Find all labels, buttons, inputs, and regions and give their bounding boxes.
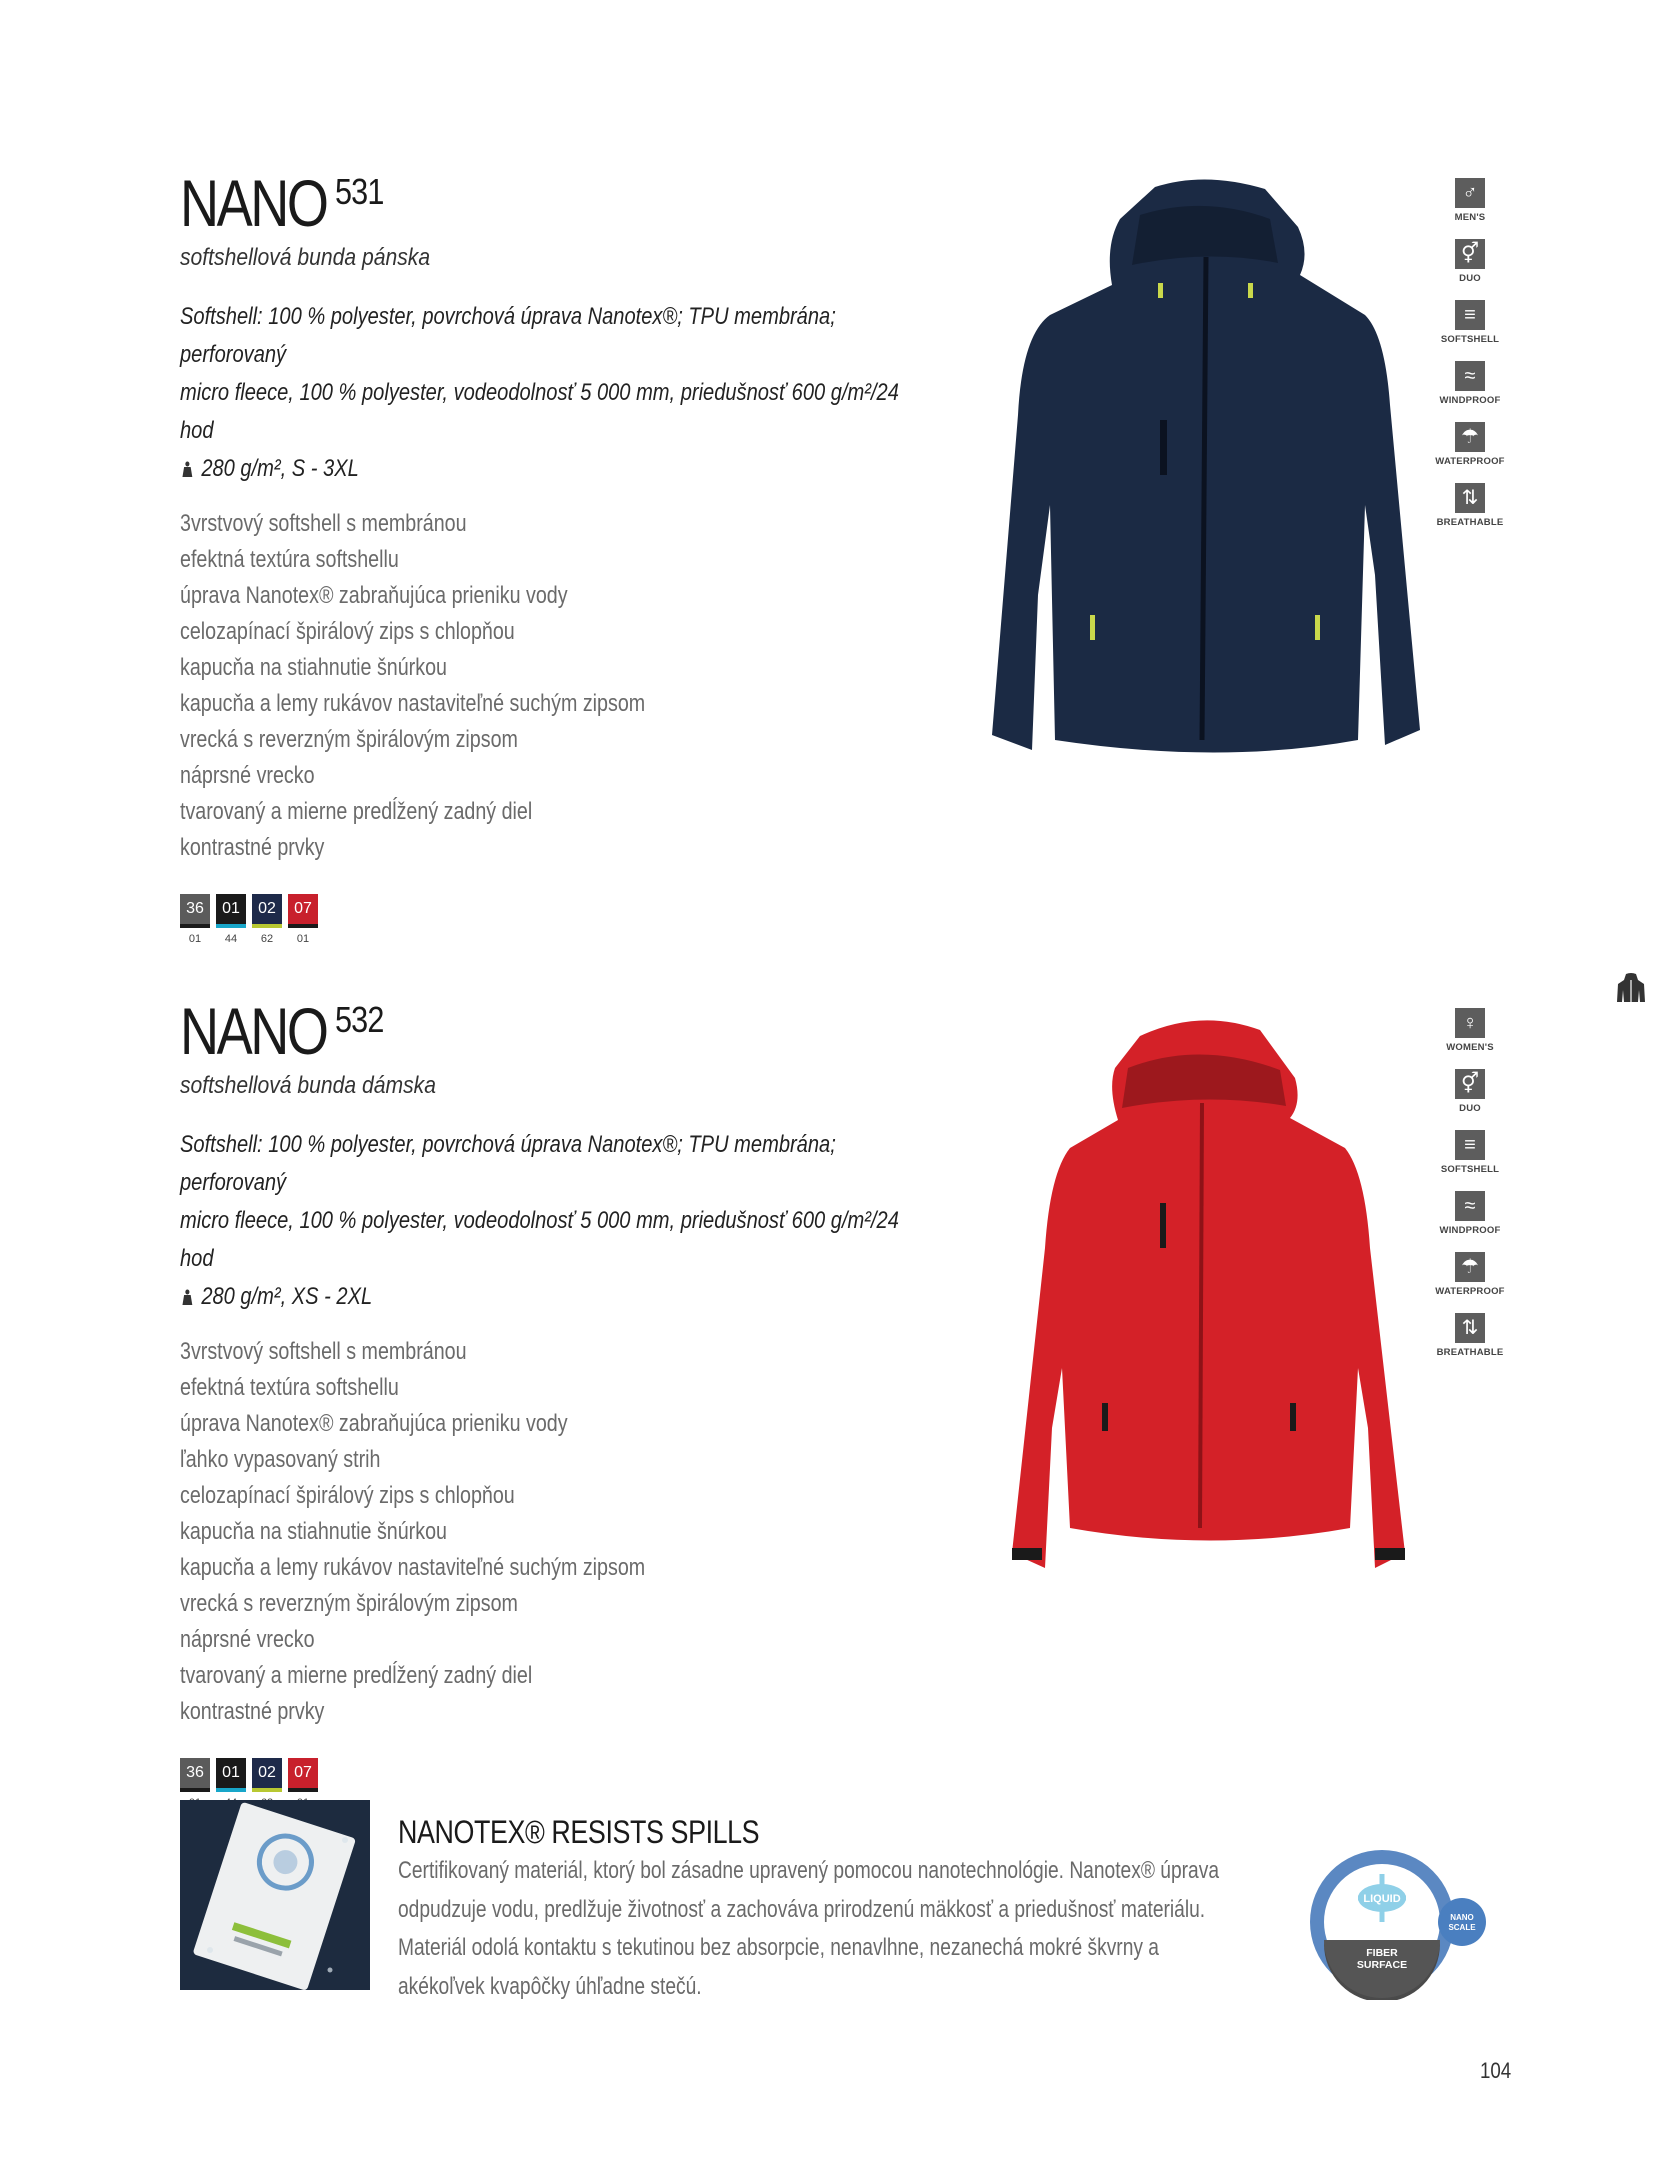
feature-item: 3vrstvový softshell s membránou <box>180 1338 467 1365</box>
feature-badge <box>1435 1252 1505 1313</box>
nanotex-label-photo <box>180 1800 370 1990</box>
weight-icon <box>180 1288 195 1306</box>
color-code: 07 <box>288 894 318 924</box>
feature-badge-label: DUO <box>1459 273 1481 284</box>
feature-badge-label: BREATHABLE <box>1436 517 1504 528</box>
duo-icon: ⚥ <box>1455 239 1485 269</box>
material-line: micro fleece, 100 % polyester, vodeodolnosť 5 000 mm, priedušnosť 600 g/m²/24 hod <box>180 1207 899 1272</box>
weight-size: 280 g/m², S - 3XL <box>201 455 359 482</box>
product-title <box>180 166 1080 240</box>
feature-item: tvarovaný a mierne predĺžený zadný diel <box>180 1662 533 1689</box>
feature-item: kontrastné prvky <box>180 1698 325 1725</box>
breathable-icon: ⇅ <box>1455 1313 1485 1343</box>
page-number: 104 <box>1480 2058 1512 2083</box>
color-accent-bar <box>180 1788 210 1792</box>
feature-badge <box>1435 483 1505 544</box>
feature-badge <box>1435 1008 1505 1069</box>
feature-item: efektná textúra softshellu <box>180 1374 399 1401</box>
badge-liquid-text: LIQUID <box>1363 1893 1401 1905</box>
feature-badge <box>1435 1130 1505 1191</box>
waterproof-icon: ☂ <box>1455 422 1485 452</box>
color-accent-bar <box>252 1788 282 1792</box>
feature-item: úprava Nanotex® zabraňujúca prieniku vody <box>180 582 568 609</box>
badge-fiber-text: FIBER <box>1366 1947 1398 1959</box>
product-number: 531 <box>335 171 384 212</box>
feature-badge-label: WINDPROOF <box>1439 1225 1501 1236</box>
feature-icons <box>1435 1008 1505 1374</box>
feature-item: kapucňa na stiahnutie šnúrkou <box>180 1518 447 1545</box>
feature-badge <box>1435 422 1505 483</box>
color-swatch <box>216 894 246 945</box>
feature-badge <box>1435 1313 1505 1374</box>
feature-badge <box>1435 1191 1505 1252</box>
nanotex-section <box>180 1800 1520 2000</box>
color-accent-bar <box>288 1788 318 1792</box>
color-subcode: 01 <box>188 933 202 945</box>
jacket-category-icon <box>1616 972 1646 1004</box>
color-swatch <box>252 894 282 945</box>
material-line: Softshell: 100 % polyester, povrchová úprava Nanotex®; TPU membrána; perforovaný <box>180 1131 836 1196</box>
softshell-icon: ≡ <box>1455 1130 1485 1160</box>
feature-item: kapucňa a lemy rukávov nastaviteľné suchým zipsom <box>180 1554 646 1581</box>
weight-size: 280 g/m², XS - 2XL <box>201 1283 373 1310</box>
feature-badge <box>1435 178 1505 239</box>
material-line: micro fleece, 100 % polyester, vodeodolnosť 5 000 mm, priedušnosť 600 g/m²/24 hod <box>180 379 899 444</box>
feature-item: kapucňa a lemy rukávov nastaviteľné suchým zipsom <box>180 690 646 717</box>
feature-icons <box>1435 178 1505 544</box>
weight-icon <box>180 460 195 478</box>
color-accent-bar <box>288 924 318 928</box>
color-swatch <box>180 894 210 945</box>
product-subtitle: softshellová bunda dámska <box>180 1072 436 1099</box>
color-subcode: 62 <box>260 933 274 945</box>
feature-badge-label: WATERPROOF <box>1435 1286 1505 1297</box>
feature-badge-label: MEN'S <box>1454 212 1486 223</box>
feature-item: náprsné vrecko <box>180 1626 315 1653</box>
feature-item: efektná textúra softshellu <box>180 546 399 573</box>
feature-item: kapucňa na stiahnutie šnúrkou <box>180 654 447 681</box>
product-number: 532 <box>335 999 384 1040</box>
feature-item: vrecká s reverzným špirálovým zipsom <box>180 726 518 753</box>
feature-badge <box>1435 1069 1505 1130</box>
feature-item: kontrastné prvky <box>180 834 325 861</box>
color-accent-bar <box>252 924 282 928</box>
softshell-icon: ≡ <box>1455 300 1485 330</box>
feature-badge <box>1435 361 1505 422</box>
feature-item: celozapínací špirálový zips s chlopňou <box>180 1482 515 1509</box>
nanotex-description: Certifikovaný materiál, ktorý bol zásadne upravený pomocou nanotechnológie. Nanotex® úprava odpudzuje vodu, predlžuje životnosť a zachováva prirodzenú mäkkosť a priedušnosť materiálu. Materiál odolá kontaktu s tekutinou bez absorpcie, nenavlhne, nezanechá mokré škvrny a akékoľvek kvapôčky úhľadne stečú. <box>398 1857 1220 2000</box>
color-accent-bar <box>216 1788 246 1792</box>
material-spec <box>180 1126 918 1316</box>
color-code: 07 <box>288 1758 318 1788</box>
feature-item: 3vrstvový softshell s membránou <box>180 510 467 537</box>
windproof-icon: ≈ <box>1455 361 1485 391</box>
nanotex-heading: NANOTEX® RESISTS SPILLS <box>398 1814 760 1850</box>
breathable-icon: ⇅ <box>1455 483 1485 513</box>
feature-list <box>180 506 1080 866</box>
feature-badge-label: SOFTSHELL <box>1440 334 1500 345</box>
feature-item: úprava Nanotex® zabraňujúca prieniku vody <box>180 1410 568 1437</box>
feature-list <box>180 1334 1080 1730</box>
nanotex-badge <box>1310 1844 1490 2000</box>
material-line: Softshell: 100 % polyester, povrchová úprava Nanotex®; TPU membrána; perforovaný <box>180 303 836 368</box>
feature-badge-label: WINDPROOF <box>1439 395 1501 406</box>
product-name: NANO <box>180 166 327 240</box>
product-subtitle: softshellová bunda pánska <box>180 244 431 271</box>
color-accent-bar <box>216 924 246 928</box>
color-swatch <box>288 894 318 945</box>
weight-size-line <box>180 450 918 488</box>
color-code: 02 <box>252 894 282 924</box>
product-name: NANO <box>180 994 327 1068</box>
product-nano-531 <box>180 166 1080 945</box>
feature-badge <box>1435 300 1505 361</box>
feature-badge <box>1435 239 1505 300</box>
feature-badge-label: WATERPROOF <box>1435 456 1505 467</box>
badge-surface-text: SURFACE <box>1356 1959 1408 1971</box>
badge-nano-text: NANO <box>1450 1913 1474 1922</box>
jacket-image-women <box>990 1008 1420 1578</box>
windproof-icon: ≈ <box>1455 1191 1485 1221</box>
duo-icon: ⚥ <box>1455 1069 1485 1099</box>
product-title <box>180 994 1080 1068</box>
feature-badge-label: BREATHABLE <box>1436 1347 1504 1358</box>
male-icon: ♂ <box>1455 178 1485 208</box>
feature-item: celozapínací špirálový zips s chlopňou <box>180 618 515 645</box>
feature-badge-label: DUO <box>1459 1103 1481 1114</box>
waterproof-icon: ☂ <box>1455 1252 1485 1282</box>
weight-size-line <box>180 1278 918 1316</box>
color-accent-bar <box>180 924 210 928</box>
color-code: 01 <box>216 894 246 924</box>
feature-item: vrecká s reverzným špirálovým zipsom <box>180 1590 518 1617</box>
product-nano-532 <box>180 994 1080 1809</box>
badge-scale-text: SCALE <box>1448 1923 1476 1932</box>
material-spec <box>180 298 918 488</box>
female-icon: ♀ <box>1455 1008 1485 1038</box>
feature-item: náprsné vrecko <box>180 762 315 789</box>
color-code: 01 <box>216 1758 246 1788</box>
feature-item: tvarovaný a mierne predĺžený zadný diel <box>180 798 533 825</box>
feature-item: ľahko vypasovaný strih <box>180 1446 381 1473</box>
feature-badge-label: SOFTSHELL <box>1440 1164 1500 1175</box>
color-subcode: 44 <box>224 933 238 945</box>
feature-badge-label: WOMEN'S <box>1446 1042 1494 1053</box>
color-code: 36 <box>180 894 210 924</box>
jacket-image-men <box>980 175 1430 765</box>
color-swatches <box>180 894 1080 945</box>
color-code: 02 <box>252 1758 282 1788</box>
color-subcode: 01 <box>296 933 310 945</box>
color-code: 36 <box>180 1758 210 1788</box>
